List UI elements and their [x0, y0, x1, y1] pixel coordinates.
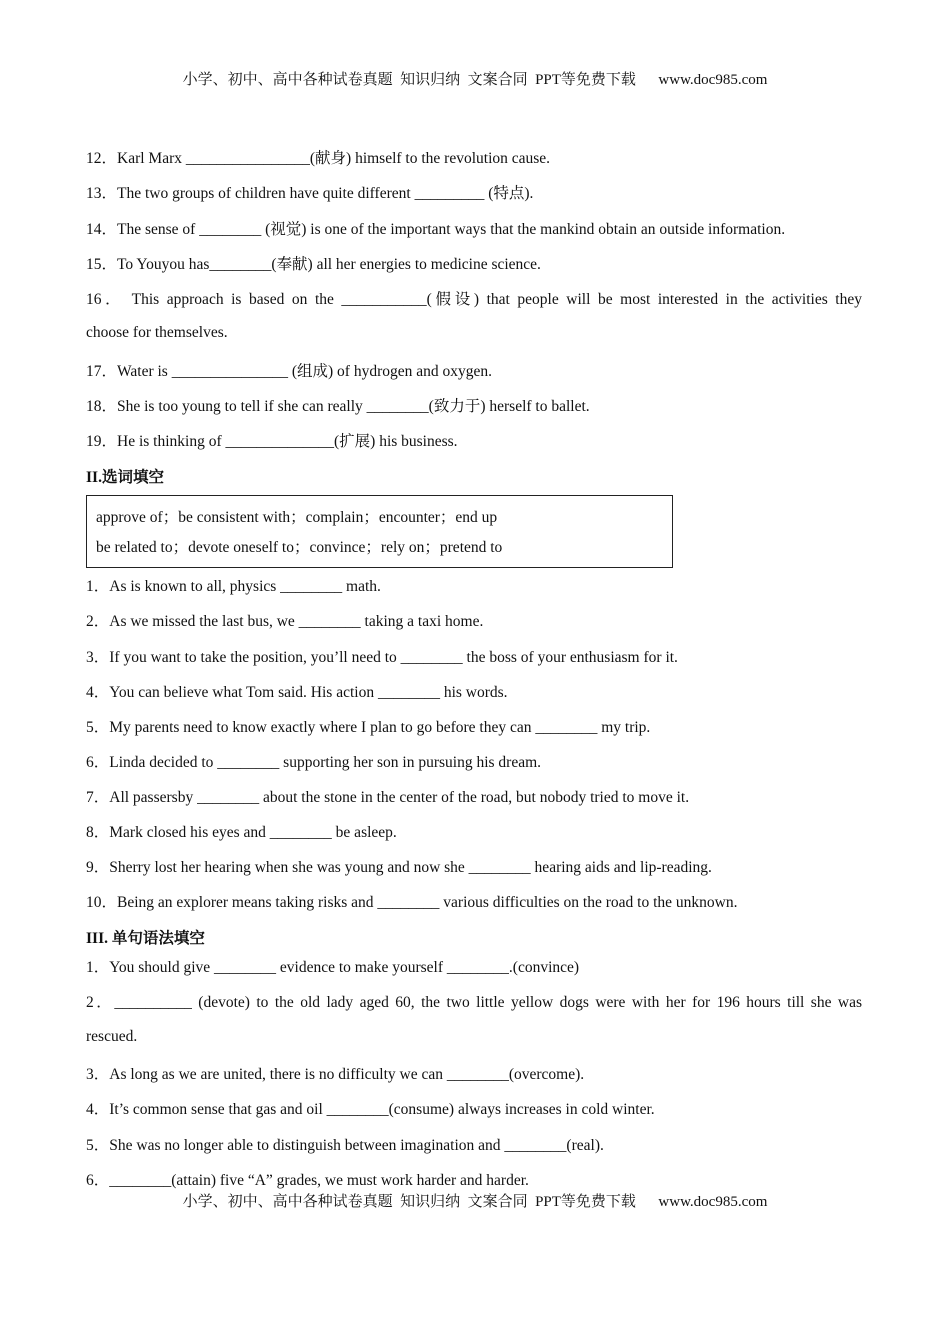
question-13: 13．The two groups of children have quite different _________ (特点). [86, 185, 534, 202]
question-16-line1: 16． This approach is based on the ___________(假设) that people will be most interested in the activities they [86, 291, 862, 308]
grammar-question-5: 5．She was no longer able to distinguish between imagination and ________(real). [86, 1137, 604, 1154]
grammar-question-1: 1．You should give ________ evidence to make yourself ________.(convince) [86, 959, 580, 976]
fill-question-6: 6．Linda decided to ________ supporting her son in pursuing his dream. [86, 754, 542, 771]
fill-question-10: 10．Being an explorer means taking risks and ________ various difficulties on the road to the unknown. [86, 894, 738, 911]
word-bank-row-2: be related to；devote oneself to；convince；rely on；pretend to [96, 539, 503, 556]
fill-question-7: 7．All passersby ________ about the stone in the center of the road, but nobody tried to move it. [86, 789, 690, 806]
grammar-question-3: 3．As long as we are united, there is no difficulty we can ________(overcome). [86, 1066, 585, 1083]
question-14: 14．The sense of ________ (视觉) is one of the important ways that the mankind obtain an outside information. [86, 221, 786, 238]
question-17: 17．Water is _______________ (组成) of hydrogen and oxygen. [86, 363, 492, 380]
fill-question-3: 3．If you want to take the position, you’ll need to ________ the boss of your enthusiasm for it. [86, 649, 678, 666]
grammar-question-6: 6．________(attain) five “A” grades, we must work harder and harder. [86, 1172, 529, 1189]
page-header: 小学、初中、高中各种试卷真题 知识归纳 文案合同 PPT等免费下载 www.doc985.com [182, 72, 768, 88]
question-19: 19．He is thinking of ______________(扩展) his business. [86, 433, 458, 450]
question-15: 15．To Youyou has________(奉献) all her energies to medicine science. [86, 256, 541, 273]
question-12: 12．Karl Marx ________________(献身) himself to the revolution cause. [86, 150, 551, 167]
grammar-question-2-line2: rescued. [86, 1028, 138, 1045]
fill-question-4: 4．You can believe what Tom said. His action ________ his words. [86, 684, 508, 701]
question-18: 18．She is too young to tell if she can really ________(致力于) herself to ballet. [86, 398, 590, 415]
grammar-question-2-line1: 2．__________ (devote) to the old lady aged 60, the two little yellow dogs were with her for 196 hours till she was [86, 994, 862, 1011]
question-16-line2: choose for themselves. [86, 324, 228, 341]
section-2-title: II.选词填空 [86, 469, 164, 486]
fill-question-9: 9．Sherry lost her hearing when she was young and now she ________ hearing aids and lip-reading. [86, 859, 712, 876]
word-bank-box [86, 495, 673, 568]
fill-question-8: 8．Mark closed his eyes and ________ be asleep. [86, 824, 397, 841]
fill-question-5: 5．My parents need to know exactly where I plan to go before they can ________ my trip. [86, 719, 651, 736]
section-3-title: III. 单句语法填空 [86, 930, 205, 947]
fill-question-1: 1．As is known to all, physics ________ math. [86, 578, 381, 595]
grammar-question-4: 4．It’s common sense that gas and oil ________(consume) always increases in cold winter. [86, 1101, 655, 1118]
page-footer: 小学、初中、高中各种试卷真题 知识归纳 文案合同 PPT等免费下载 www.doc985.com [182, 1194, 768, 1210]
fill-question-2: 2．As we missed the last bus, we ________ taking a taxi home. [86, 613, 484, 630]
word-bank-row-1: approve of；be consistent with；complain；encounter；end up [96, 509, 498, 526]
